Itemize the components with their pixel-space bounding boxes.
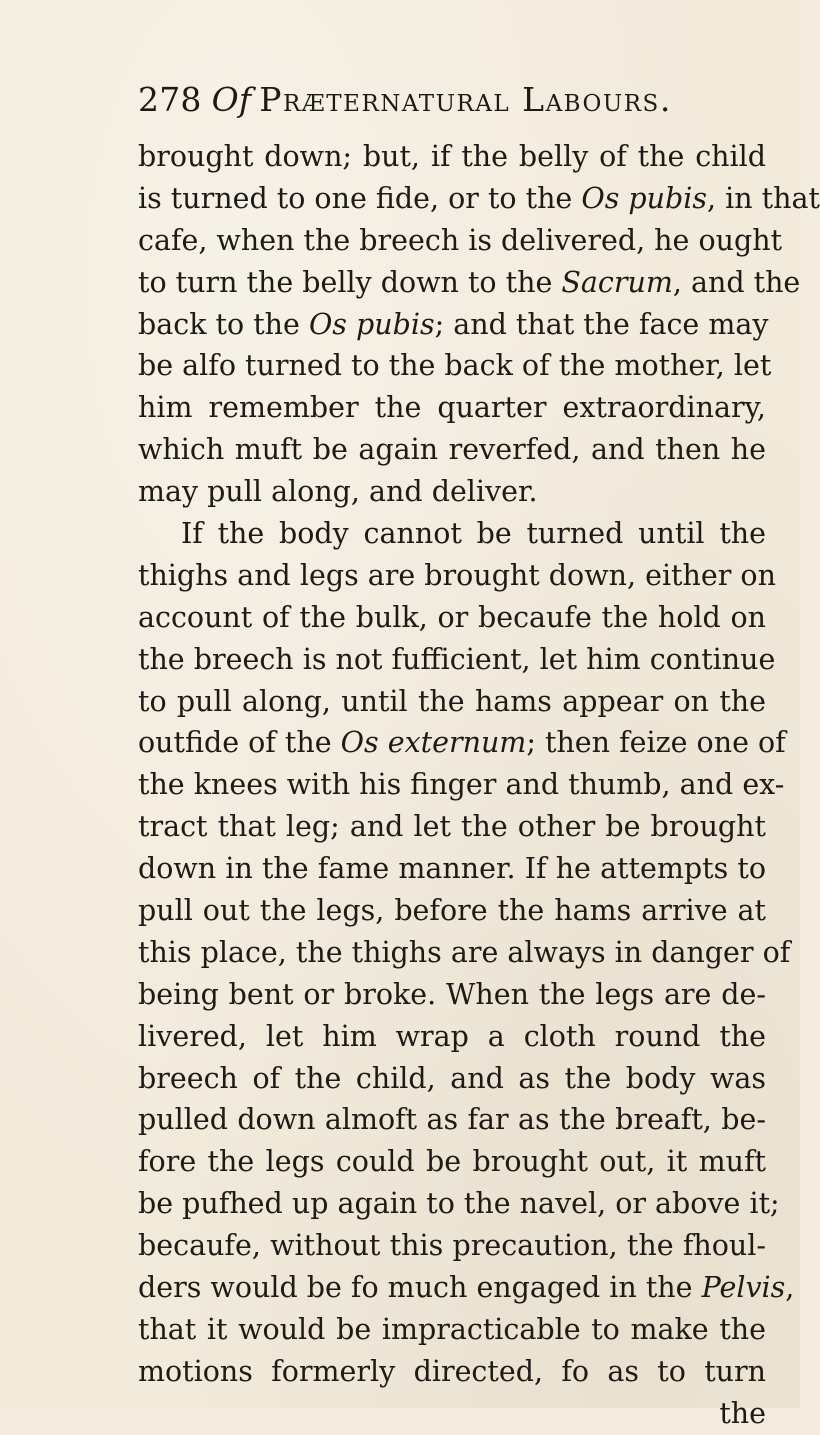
text-run: down in the fame manner. If he attempts to: [138, 852, 766, 886]
text-run: tract that leg; and let the other be brought: [138, 810, 766, 844]
italic-term: Os pubis: [581, 181, 707, 215]
header-of: Of: [211, 80, 252, 119]
text-line: [138, 345, 772, 387]
italic-term: Os externum: [340, 726, 527, 760]
text-run: back to the: [138, 307, 309, 341]
body-text: [138, 136, 820, 1435]
text-line: [138, 722, 786, 764]
text-run: ,: [785, 1271, 795, 1305]
text-run: outfide of the: [138, 726, 341, 760]
text-line: [138, 848, 766, 890]
text-line: [138, 220, 783, 262]
text-line: [138, 806, 766, 848]
text-run: the: [719, 1396, 766, 1430]
text-run: to turn the belly down to the: [138, 265, 562, 299]
text-run: pull out the legs, before the hams arrive at: [138, 894, 766, 928]
text-line: [138, 178, 820, 220]
page-header: [138, 80, 778, 120]
text-line: [138, 555, 776, 597]
text-run: the knees with his finger and thumb, and ex-: [138, 768, 785, 802]
text-run: brought down; but, if the belly of the child: [138, 140, 766, 173]
text-line: [138, 764, 785, 806]
italic-term: Pelvis: [701, 1271, 786, 1305]
text-line: [138, 304, 769, 346]
text-run: becaufe, without this precaution, the fhoul-: [138, 1229, 766, 1263]
text-line: [138, 262, 801, 304]
italic-term: Sacrum: [561, 265, 673, 299]
text-line: [138, 471, 766, 513]
text-run: be pufhed up again to the navel, or above it;: [138, 1187, 780, 1221]
text-line: [138, 429, 766, 471]
text-run: this place, the thighs are always in danger of: [138, 935, 791, 969]
text-line: [138, 513, 766, 555]
text-run: to pull along, until the hams appear on the: [138, 684, 766, 718]
text-line: [138, 639, 776, 681]
text-run: ders would be fo much engaged in the: [138, 1271, 702, 1305]
text-line: [138, 1058, 766, 1100]
text-run: , in that: [707, 181, 820, 215]
running-title: Præternatural Labours.: [259, 80, 672, 119]
text-run: account of the bulk, or becaufe the hold on: [138, 600, 766, 634]
text-run: him remember the quarter extraordinary,: [138, 391, 766, 425]
text-run: breech of the child, and as the body was: [138, 1061, 766, 1095]
text-run: that it would be impracticable to make the: [138, 1312, 766, 1346]
text-run: which muft be again reverfed, and then he: [138, 433, 766, 467]
text-line: [138, 1016, 766, 1058]
text-line: [138, 1141, 766, 1183]
text-run: thighs and legs are brought down, either on: [138, 558, 776, 592]
text-run: motions formerly directed, fo as to turn: [138, 1354, 766, 1388]
text-line: [138, 890, 766, 932]
text-line: [138, 1351, 766, 1393]
text-run: , and the: [672, 265, 801, 299]
text-run: the breech is not fufficient, let him continue: [138, 642, 776, 676]
text-line: [138, 597, 766, 639]
catchword: [138, 1393, 766, 1435]
text-line: [138, 681, 766, 723]
text-run: being bent or broke. When the legs are de-: [138, 977, 766, 1011]
text-run: fore the legs could be brought out, it muft: [138, 1145, 766, 1179]
text-run: pulled down almoft as far as the breaft, be-: [138, 1103, 766, 1137]
italic-term: Os pubis: [308, 307, 435, 341]
text-run: cafe, when the breech is delivered, he ought: [138, 223, 783, 257]
text-line: [138, 1267, 795, 1309]
text-run: be alfo turned to the back of the mother, let: [138, 349, 772, 383]
text-run: If the body cannot be turned until the: [181, 517, 766, 551]
text-line: [138, 1099, 766, 1141]
text-run: livered, let him wrap a cloth round the: [138, 1019, 766, 1053]
text-line: [138, 387, 766, 429]
text-line: [138, 1225, 766, 1267]
page-number: 278: [138, 80, 202, 119]
text-line: [138, 1309, 766, 1351]
text-run: ; and that the face may: [434, 307, 769, 341]
text-line: [138, 136, 766, 178]
text-line: [138, 1183, 780, 1225]
text-run: ; then feize one of: [526, 726, 786, 760]
text-run: may pull along, and deliver.: [138, 475, 538, 509]
text-line: [138, 974, 766, 1016]
text-run: is turned to one fide, or to the: [138, 181, 582, 215]
text-line: [138, 932, 791, 974]
